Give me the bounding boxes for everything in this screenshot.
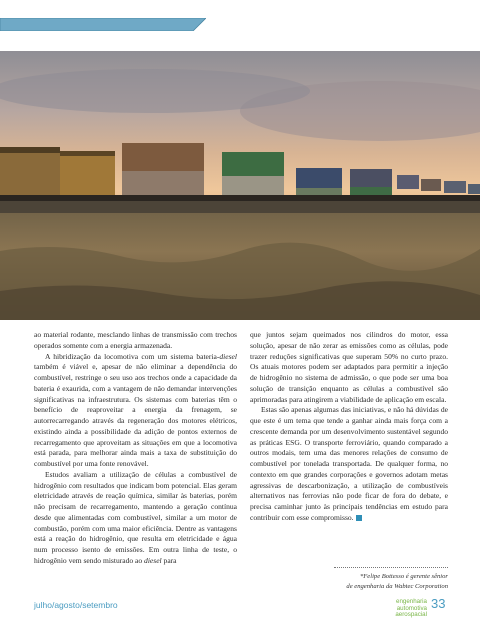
article-left-column bbox=[34, 330, 237, 567]
magazine-logo-line: engenharia bbox=[396, 598, 427, 605]
end-of-article-square-icon bbox=[356, 515, 362, 521]
paragraph: ao material rodante, mesclando linhas de transmissão com trechos operados somente com a energia armazenada. bbox=[34, 330, 237, 350]
header-accent-bar bbox=[0, 18, 206, 31]
footnote-line: *Felipe Bottesso é gerente sênior bbox=[359, 573, 448, 580]
article-right-column bbox=[250, 330, 448, 524]
issue-date: julho/agosto/setembro bbox=[34, 600, 118, 610]
paragraph: Estudos avaliam a utilização de células a combustível de hidrogênio com resultados que indicam bom potencial. Elas geram eletricidade através de reação química, similar às baterias, porém não precisam de recarregamento, mantendo a geração contínua desde que alimentadas com combustível, similar a um motor de combustão, porém com uma maior eficiência. Dentre as vantagens está a reação do hidrogênio, que resulta em eletricidade e água num processo isento de emissões. Em outra linha de teste, o hidrogênio vem sendo misturado ao diesel para bbox=[34, 469, 237, 565]
train-photo bbox=[0, 51, 480, 320]
footnote-divider bbox=[334, 567, 448, 568]
footnote-line: de engenharia da Wabtec Corporation bbox=[346, 582, 448, 590]
magazine-logo-line: aerospacial bbox=[395, 611, 427, 618]
page-number: 33 bbox=[431, 596, 446, 611]
paragraph: que juntos sejam queimados nos cilindros do motor, essa solução, apesar de não zerar as emissões como as células, pode trazer reduções significativas que superam 50% no curto prazo. Os atuais motores podem ser adaptados para permitir a injeção de hidrogênio no sistema de admissão, o que pode ser uma boa solução de transição enquanto as células a combustível são aprimoradas para atingirem a viabilidade de aplicação em escala. bbox=[250, 330, 448, 404]
magazine-logo-line: automotiva bbox=[396, 604, 427, 612]
magazine-logo bbox=[372, 599, 427, 619]
author-footnote bbox=[300, 572, 448, 591]
paragraph bbox=[250, 405, 448, 523]
paragraph: A hibridização da locomotiva com um sistema bateria-diesel também é viável e, apesar de não eliminar a dependência do combustível, restringe o seu uso aos trechos onde a capacidade da bateria é exaurida, com a vantagem de não demandar intervenções significativas na infraestrutura. Os sistemas com baterias têm o benefício de reaproveitar a energia da frenagem, se autorrecarregando através da regeneração dos motores elétricos, existindo ainda a possibilidade da adição de pontos externos de recarregamento que aproveitam as situações em que a locomotiva está parada, para melhorar ainda mais a taxa de substituição do combustível por uma fonte renovável. bbox=[34, 351, 237, 468]
paragraph-text: Estas são apenas algumas das iniciativas, e não há dúvidas de que este é um tema que tende a ganhar ainda mais força com a crescente demanda por um desenvolvimento sustentável segundo as práticas ESG. O transporte ferroviário, quando comparado a outros modais, tem uma das menores relações de consumo de combustível por tonelada transportada. De qualquer forma, no contexto em que grandes corporações e governos adotam metas agressivas de descarbonização, a utilização de combustíveis alternativos nas ferrovias não pode ficar de fora do debate, e precisa caminhar junto às principais tendências em estudo para contribuir com esse compromisso. bbox=[250, 405, 448, 522]
